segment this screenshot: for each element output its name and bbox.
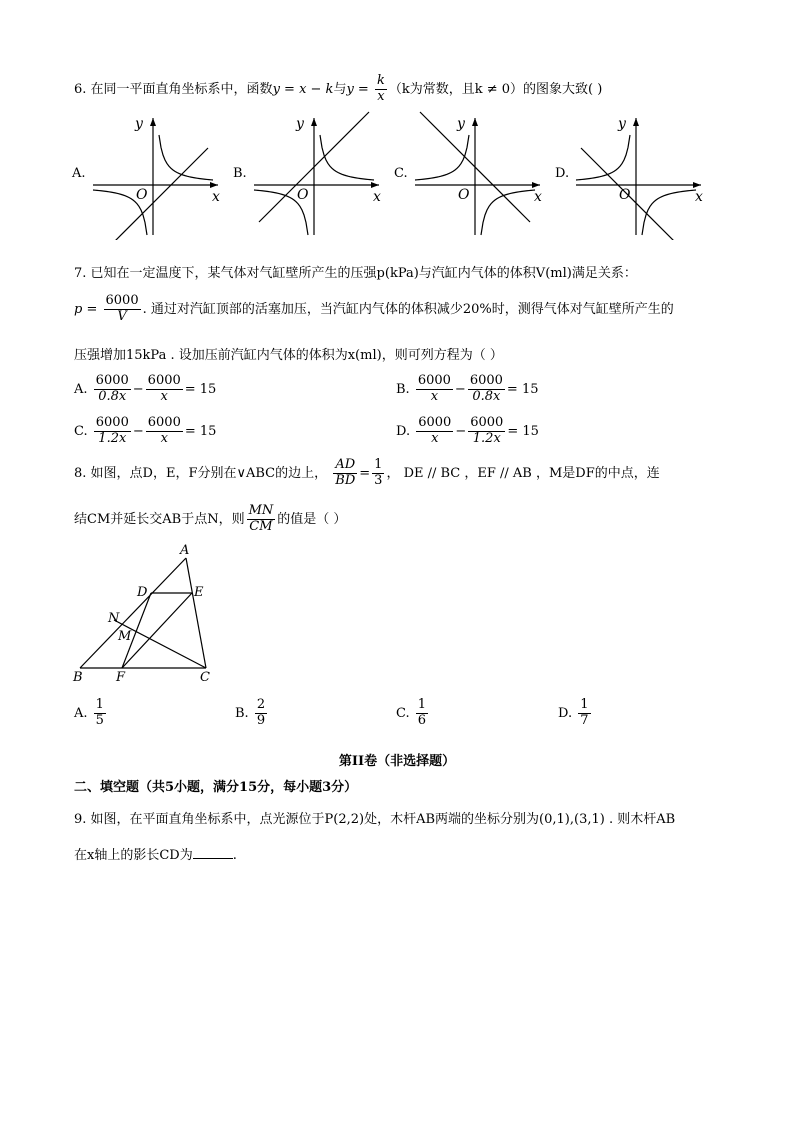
q8-number: 8. [74,465,87,481]
option-label: C. [396,705,410,721]
q6-number: 6. [74,81,87,97]
label-c: C [200,670,210,685]
fraction-denominator: x [377,88,385,104]
q6-text-part1: 在同一平面直角坐标系中，函数 [90,81,273,97]
origin-label: O [136,187,148,203]
fraction [416,374,453,405]
fraction-numerator: 6000 [469,373,503,388]
fraction [468,374,505,405]
fraction [94,374,131,405]
option-rhs: = 15 [184,381,217,397]
fraction-denominator: 1.2x [472,430,501,446]
fraction [146,416,183,447]
y-axis-arrow-icon [150,118,156,126]
fraction [578,698,590,729]
y-axis-label: y [618,116,626,132]
hyperbola-branch [481,190,535,235]
y-axis-arrow-icon [311,118,317,126]
q7-line-1 [74,262,637,281]
option-label: B. [235,705,249,721]
q7-line-3 [74,344,503,363]
fraction-numerator: 1 [374,457,383,472]
q6-graph-b [249,110,389,240]
y-axis-label: y [296,116,304,132]
q7-text-1: 已知在一定温度下，某气体对气缸壁所产生的压强p(kPa)与汽缸内气体的体积V(ml)满足关系： [90,266,637,281]
q9-period: . [232,848,237,863]
q8-ratio-equals: = [359,465,371,481]
q6-option-c[interactable] [390,110,550,240]
fraction-numerator: 1 [95,697,104,712]
q8-option-b[interactable] [235,698,269,729]
side-ab [80,558,186,668]
fraction-numerator: 6000 [95,415,129,430]
hyperbola-branch [576,135,630,180]
fraction-numerator: AD [333,458,357,474]
q9-number: 9. [74,812,87,827]
q7-option-c[interactable]: C. $\frac{6000}{1.2x}$ − $\frac{6000}{x}$ = 15 [74,415,217,446]
segment-ef [122,593,192,668]
fraction-numerator: 1 [417,697,427,712]
fraction-numerator: 6000 [418,415,452,430]
q8-option-c[interactable] [396,698,430,729]
q7-text-2: . 通过对汽缸顶部的活塞加压，当汽缸内气体的体积减少20%时，测得气体对气缸壁所产生的 [142,301,674,317]
y-axis-label: y [135,116,143,132]
label-a: A [180,543,190,558]
fraction-numerator: 6000 [147,373,181,388]
label-e: E [194,585,204,600]
fraction-denominator: 6 [417,712,427,728]
q8-text-4: 的值是（ ） [277,511,347,527]
q7-option-a[interactable]: A. $\frac{6000}{0.8x}$ − $\frac{6000}{x}$ = 15 [74,373,217,404]
origin-label: O [619,187,631,203]
q6-function-2-lhs: y = [346,81,369,97]
option-label: D. [396,423,411,439]
q9-line-1 [74,808,675,827]
q7-option-d[interactable]: D. $\frac{6000}{x}$ − $\frac{6000}{1.2x}$ = 15 [396,415,539,446]
x-axis-arrow-icon [693,182,701,188]
option-label: A. [74,705,88,721]
x-axis-label: x [373,189,381,205]
fraction [94,416,131,447]
fraction-numerator: 6000 [147,415,181,430]
fraction [416,698,428,729]
fraction-denominator: 1.2x [98,430,127,446]
fraction-numerator: 2 [256,697,266,712]
label-m: M [118,629,132,644]
y-axis-arrow-icon [633,118,639,126]
x-axis-label: x [534,189,542,205]
fraction-denominator: 7 [580,712,589,728]
fraction-numerator: MN [248,503,274,518]
q6-stem [74,74,602,105]
q8-line-2 [74,504,346,535]
option-label: D. [558,705,573,721]
answer-blank[interactable] [193,846,233,859]
fraction-numerator: 6000 [105,293,139,308]
label-n: N [108,611,120,626]
fraction-numerator: 1 [580,697,589,712]
fraction-numerator: 6000 [417,373,451,388]
q6-graph-a [88,110,228,240]
option-label: C. [74,423,88,439]
fraction-denominator: 5 [95,712,104,728]
fraction-denominator: x [160,388,168,404]
q7-formula-fraction [104,294,141,325]
hyperbola-branch [320,135,374,180]
q8-triangle-figure [70,540,230,685]
q9-line-2 [74,844,237,863]
x-axis-arrow-icon [532,182,540,188]
origin-label: O [458,187,470,203]
fraction-denominator: x [430,388,439,404]
q8-line-1 [74,458,660,489]
y-axis-arrow-icon [472,118,478,126]
q6-function-1: y = x − k [272,81,334,97]
q7-formula-lhs: p = [74,301,98,317]
q7-line-2 [74,294,674,325]
q6-text-tail: （k为常数，且k ≠ 0）的图象大致( ) [388,81,603,97]
section-part-heading: 二、填空题（共5小题，满分15分，每小题3分） [74,780,358,795]
q8-text-3: 结CM并延长交AB于点N，则 [74,511,245,527]
q6-graph-c [410,110,550,240]
option-label: B. [396,381,410,397]
fraction-numerator: 6000 [95,373,129,388]
fraction-denominator: V [117,308,127,324]
q8-option-d[interactable] [558,698,593,729]
q7-number: 7. [74,266,87,281]
q8-text-1: 如图，点D，E，F分别在∨ABC的边上， [90,465,328,481]
x-axis-arrow-icon [371,182,379,188]
option-rhs: = 15 [184,423,217,439]
y-axis-label: y [457,116,465,132]
q9-text-2: 在x轴上的影长CD为 [74,848,193,863]
label-d: D [137,585,148,600]
q8-text-2: ， DE // BC ，EF // AB ，M是DF的中点，连 [386,465,660,481]
fraction-denominator: 3 [374,472,383,488]
option-label: C. [394,166,408,181]
fraction-denominator: 0.8x [98,388,127,404]
hyperbola-branch [159,135,213,180]
fraction [468,416,505,447]
x-axis-label: x [695,189,703,205]
q7-option-b[interactable]: B. $\frac{6000}{x}$ − $\frac{6000}{0.8x}$ = 15 [396,373,539,404]
q6-option-d[interactable] [551,110,711,240]
q6-option-graphs [68,110,718,240]
label-b: B [73,670,83,685]
fraction [94,698,106,729]
side-ac [186,558,206,668]
q8-ratio-value [372,458,384,489]
label-f: F [116,670,126,685]
x-axis-label: x [212,189,220,205]
q7-text-3: 压强增加15kPa . 设加压前汽缸内气体的体积为x(ml)，则可列方程为（ ） [74,348,503,363]
hyperbola-branch [642,190,696,235]
fraction-denominator: CM [249,518,273,534]
fraction-denominator: x [431,430,439,446]
q9-text-1: 如图，在平面直角坐标系中，点光源位于P(2,2)处，木杆AB两端的坐标分别为(0,1),(3,1) . 则木杆AB [90,812,676,827]
q6-graph-d [571,110,711,240]
q6-option-a[interactable] [68,110,228,240]
fraction-denominator: BD [335,472,356,488]
fraction [255,698,267,729]
option-label: B. [233,166,247,181]
q6-option-b[interactable] [229,110,389,240]
option-label: D. [555,166,570,181]
fraction-denominator: x [160,430,168,446]
hyperbola-branch [415,135,469,180]
q8-option-a[interactable] [74,698,108,729]
fraction [416,416,453,447]
origin-label: O [297,187,309,203]
q8-question-fraction [247,504,276,535]
fraction-numerator: k [376,73,385,88]
q6-text-mid: 与 [333,81,347,97]
section-title: 第II卷（非选择题） [338,754,456,769]
fraction-numerator: 6000 [470,415,504,430]
fraction-denominator: 9 [256,712,266,728]
q8-ratio-fraction [333,458,357,489]
option-label: A. [72,166,86,181]
option-rhs: = 15 [506,381,539,397]
option-label: A. [74,381,88,397]
q6-function-2-fraction [375,74,387,105]
x-axis-arrow-icon [210,182,218,188]
option-rhs: = 15 [507,423,539,439]
fraction [146,374,183,405]
fraction-denominator: 0.8x [472,388,501,404]
